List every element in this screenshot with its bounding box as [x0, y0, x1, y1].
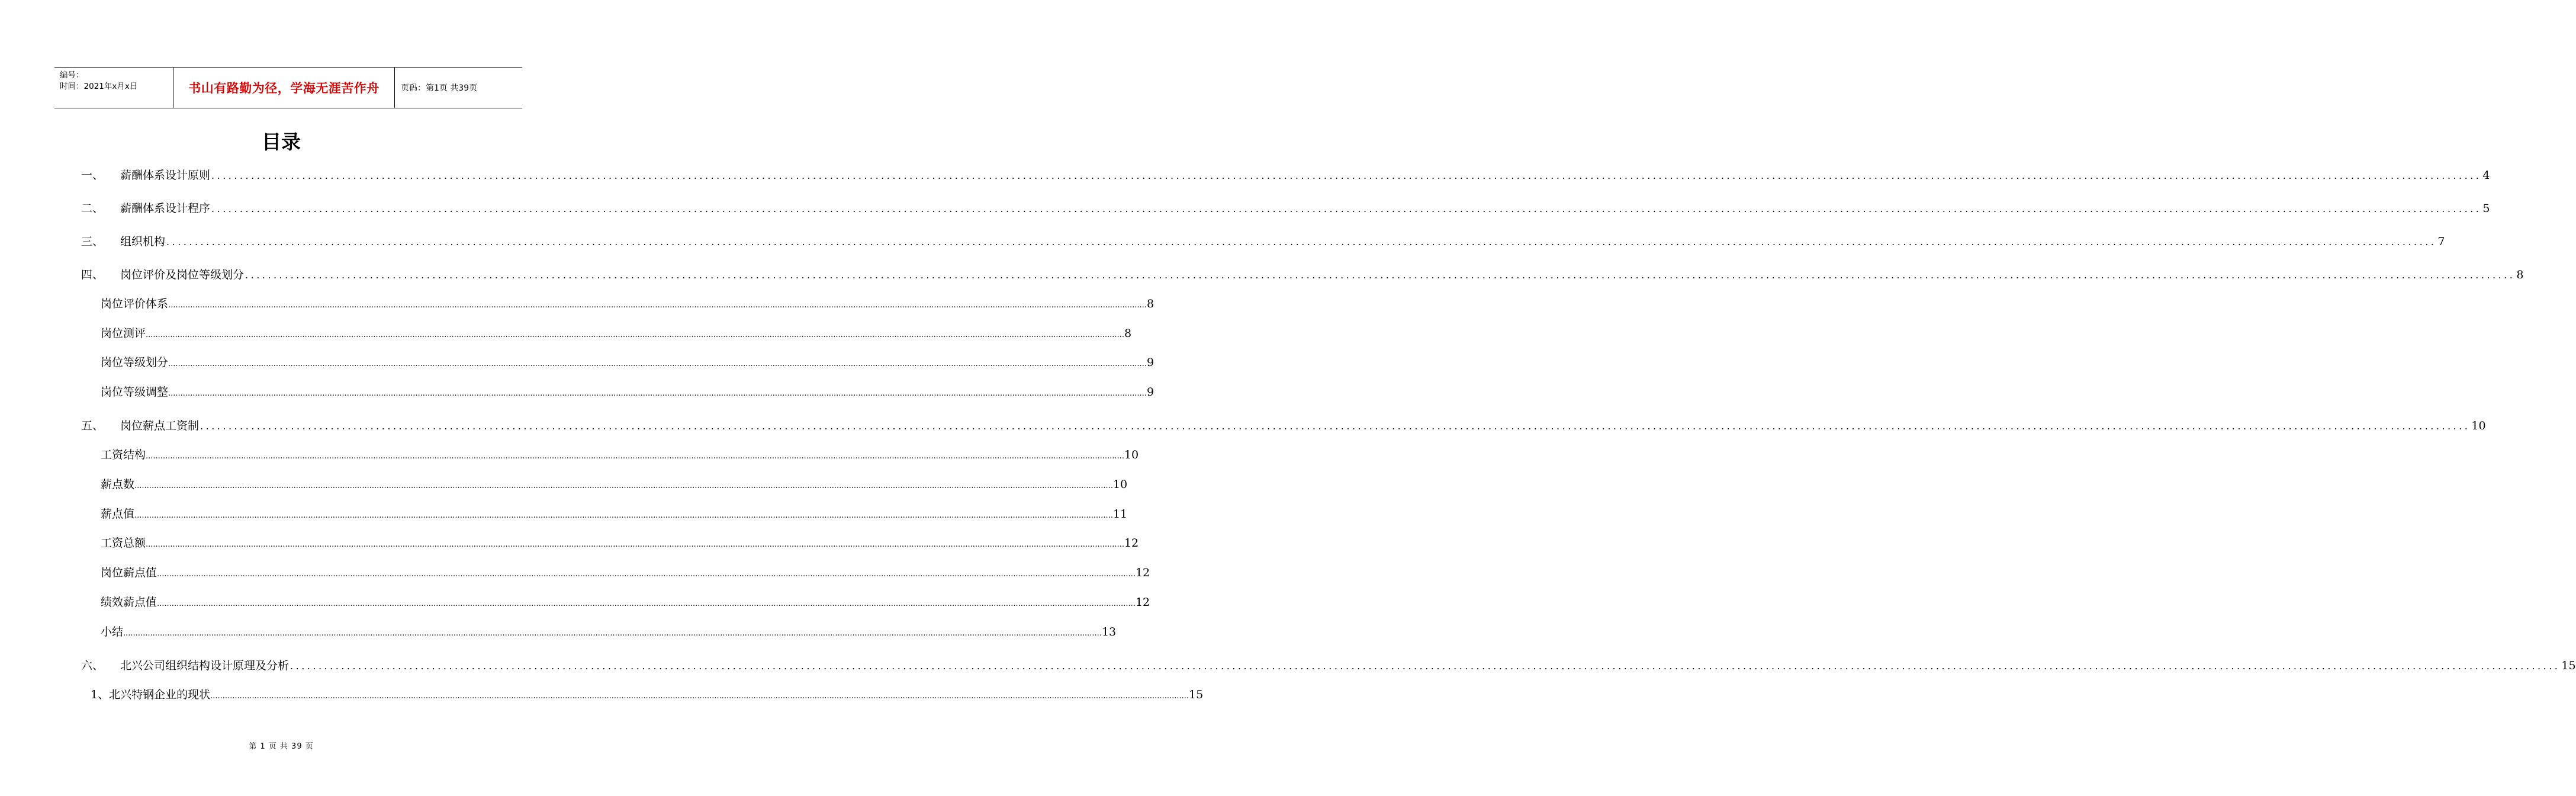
toc-subentry[interactable] — [101, 564, 1150, 582]
toc-entry-number: 六、 — [81, 659, 104, 672]
toc-page-number: 10 — [1112, 478, 1128, 491]
toc-page-number: 8 — [1146, 297, 1154, 310]
toc-page-number: 15 — [1189, 688, 1204, 701]
dot-leader: ................................................................................................................................................................................................................................................................................................................................................................................................................ — [134, 482, 1113, 490]
page-footer: 第 1 页 共 39 页 — [249, 742, 314, 751]
toc-subentry[interactable] — [101, 325, 1132, 342]
toc-entry-text: 北兴公司组织结构设计原理及分析 — [120, 659, 290, 672]
dot-leader: ................................................................................................................................................................................................................................................................................................................................................................................................................ — [290, 660, 2561, 672]
dot-leader: ................................................................................................................................................................................................................................................................................................................................................................................................................ — [200, 421, 2471, 432]
toc-entry[interactable] — [81, 233, 2445, 251]
toc-entry-text: 工资结构 — [101, 448, 146, 461]
toc-entry-text: 岗位等级调整 — [101, 386, 169, 399]
toc-entry-text: 岗位评价体系 — [101, 297, 169, 310]
motto-text: 书山有路勤为径，学海无涯苦作舟 — [188, 81, 380, 95]
toc-entry[interactable] — [81, 657, 2576, 675]
dot-leader: ................................................................................................................................................................................................................................................................................................................................................................................................................ — [211, 170, 2482, 181]
dot-leader: ................................................................................................................................................................................................................................................................................................................................................................................................................ — [157, 599, 1136, 608]
toc-entry-text: 薪酬体系设计原则 — [120, 169, 211, 182]
toc-entry-text: 岗位等级划分 — [101, 356, 169, 369]
toc-page-number: 4 — [2482, 169, 2490, 182]
dot-leader: ................................................................................................................................................................................................................................................................................................................................................................................................................ — [123, 629, 1102, 638]
serial-label: 编号： — [60, 70, 84, 80]
toc-subentry[interactable] — [101, 446, 1139, 464]
toc-entry-text: 绩效薪点值 — [101, 596, 157, 609]
toc-page-number: 8 — [2516, 268, 2524, 281]
toc-page-number: 9 — [1146, 386, 1154, 399]
dot-leader: ................................................................................................................................................................................................................................................................................................................................................................................................................ — [210, 692, 1189, 701]
dot-leader: ................................................................................................................................................................................................................................................................................................................................................................................................................ — [166, 236, 2437, 248]
toc-subentry[interactable] — [101, 623, 1117, 641]
toc-entry-number: 一、 — [81, 169, 104, 182]
toc-subentry[interactable] — [101, 383, 1154, 401]
dot-leader: ................................................................................................................................................................................................................................................................................................................................................................................................................ — [157, 570, 1136, 579]
dot-leader: ................................................................................................................................................................................................................................................................................................................................................................................................................ — [146, 540, 1124, 549]
dot-leader: ................................................................................................................................................................................................................................................................................................................................................................................................................ — [168, 389, 1147, 398]
toc-entry[interactable] — [81, 200, 2490, 217]
toc-page-number: 12 — [1124, 537, 1139, 550]
toc-entry-number: 五、 — [81, 419, 104, 432]
toc-page-number: 10 — [2471, 419, 2486, 432]
toc-entry-text: 岗位薪点工资制 — [120, 419, 200, 432]
page-title: 目录 — [262, 130, 301, 153]
toc-entry-text: 岗位薪点值 — [101, 566, 157, 579]
toc-entry[interactable] — [81, 266, 2524, 284]
toc-subentry[interactable] — [101, 505, 1128, 523]
toc-subentry[interactable] — [101, 593, 1150, 611]
toc-entry-text: 薪酬体系设计程序 — [120, 202, 211, 215]
time-label: 时间：2021年x月x日 — [60, 82, 138, 91]
header-page-cell — [395, 68, 522, 108]
toc-page-number: 9 — [1146, 356, 1154, 369]
dot-leader: ................................................................................................................................................................................................................................................................................................................................................................................................................ — [168, 360, 1147, 368]
toc-subentry[interactable] — [101, 534, 1139, 552]
toc-page-number: 8 — [1124, 327, 1132, 340]
header-table — [54, 67, 522, 108]
toc-entry[interactable] — [81, 417, 2486, 435]
toc-entry[interactable] — [81, 166, 2490, 184]
toc-page-number: 12 — [1135, 596, 1150, 609]
dot-leader: ................................................................................................................................................................................................................................................................................................................................................................................................................ — [168, 301, 1147, 310]
dot-leader: ................................................................................................................................................................................................................................................................................................................................................................................................................ — [146, 452, 1124, 461]
toc-entry-text: 薪点数 — [101, 478, 135, 491]
toc-subentry[interactable] — [101, 354, 1154, 371]
header-motto-cell — [173, 68, 395, 108]
dot-leader: ................................................................................................................................................................................................................................................................................................................................................................................................................ — [245, 269, 2516, 281]
toc-page-number: 5 — [2482, 202, 2490, 215]
toc-page-number: 13 — [1101, 625, 1117, 638]
toc-entry-text: 1、北兴特钢企业的现状 — [91, 688, 211, 701]
toc-entry-text: 工资总额 — [101, 537, 146, 550]
toc-entry-text: 薪点值 — [101, 508, 135, 521]
dot-leader: ................................................................................................................................................................................................................................................................................................................................................................................................................ — [211, 203, 2482, 214]
dot-leader: ................................................................................................................................................................................................................................................................................................................................................................................................................ — [146, 330, 1124, 339]
toc-entry-text: 小结 — [101, 625, 124, 638]
page-info: 页码：第1页 共39页 — [401, 84, 478, 93]
toc-page-number: 10 — [1124, 448, 1139, 461]
toc-subentry[interactable] — [101, 476, 1128, 493]
toc-entry-text: 岗位评价及岗位等级划分 — [120, 268, 245, 281]
toc-subentry[interactable] — [101, 295, 1154, 313]
toc-entry-number: 三、 — [81, 235, 104, 248]
toc-entry-number: 二、 — [81, 202, 104, 215]
toc-page-number: 12 — [1135, 566, 1150, 579]
toc-entry-text: 岗位测评 — [101, 327, 146, 340]
dot-leader: ................................................................................................................................................................................................................................................................................................................................................................................................................ — [134, 511, 1113, 520]
toc-page-number: 11 — [1112, 508, 1128, 521]
toc-subentry[interactable] — [91, 686, 1204, 704]
toc-page-number: 15 — [2561, 659, 2576, 672]
toc-page-number: 7 — [2437, 235, 2445, 248]
toc-entry-text: 组织机构 — [120, 235, 166, 248]
header-meta-cell — [54, 68, 173, 108]
toc-entry-number: 四、 — [81, 268, 104, 281]
